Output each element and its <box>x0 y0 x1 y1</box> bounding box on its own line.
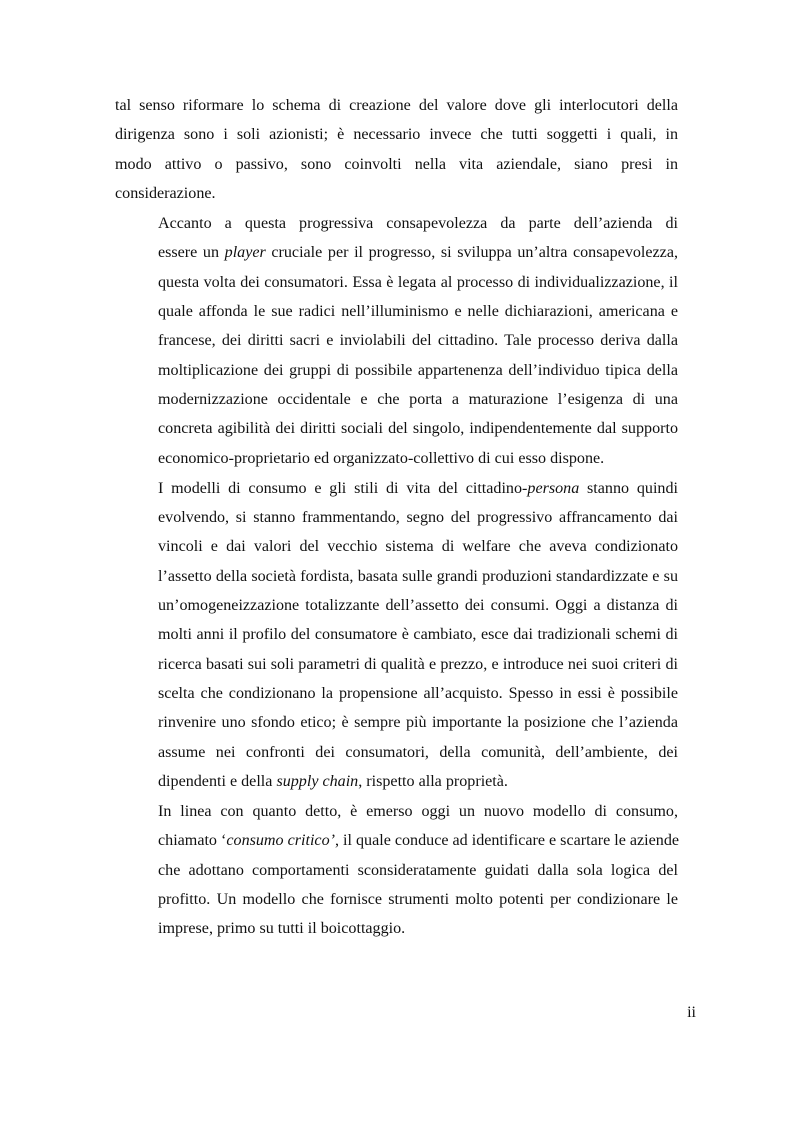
text-segment: assume nei confronti dei consumatori, della comunità, dell’ambiente, dei <box>158 743 678 761</box>
text-segment: questa volta dei consumatori. Essa è legata al processo di individualizzazione, il <box>158 273 678 291</box>
text-line <box>115 914 678 943</box>
text-line <box>115 797 678 826</box>
text-segment: modernizzazione occidentale e che porta a maturazione l’esigenza di una <box>158 390 678 408</box>
text-segment: che adottano comportamenti sconsideratamente guidati dalla sola logica del <box>158 861 678 879</box>
text-segment: stanno quindi <box>579 479 678 497</box>
text-line <box>115 238 678 267</box>
text-segment: quale affonda le sue radici nell’illuminismo e nelle dichiarazioni, americana e <box>158 303 678 321</box>
italic-term: persona <box>527 479 580 497</box>
text-segment: , il quale conduce ad identificare e scartare le aziende <box>334 832 680 850</box>
text-segment: imprese, primo su tutti il boicottaggio. <box>158 920 406 938</box>
text-line <box>115 650 678 679</box>
text-line <box>115 885 678 914</box>
text-line <box>115 708 678 737</box>
text-line <box>115 120 678 149</box>
text-line <box>115 268 678 297</box>
text-segment: molti anni il profilo del consumatore è cambiato, esce dai tradizionali schemi di <box>158 626 678 644</box>
text-line <box>115 503 678 532</box>
italic-term: supply chain <box>276 772 359 790</box>
text-line <box>115 620 678 649</box>
text-line <box>115 738 678 767</box>
text-line <box>115 826 678 855</box>
text-segment: Accanto a questa progressiva consapevolezza da parte dell’azienda di <box>158 215 678 233</box>
text-line <box>115 150 678 179</box>
text-line <box>115 385 678 414</box>
paragraph <box>115 474 678 796</box>
page-number: ii <box>687 1004 696 1021</box>
text-line <box>115 856 678 885</box>
text-segment: un’omogeneizzazione totalizzante dell’assetto dei consumi. Oggi a distanza di <box>158 597 678 615</box>
text-line <box>115 209 678 238</box>
text-line <box>115 444 678 473</box>
text-line <box>115 179 678 208</box>
text-line <box>115 326 678 355</box>
text-line <box>115 414 678 443</box>
paragraph <box>115 209 678 473</box>
text-segment: , rispetto alla proprietà. <box>358 772 508 790</box>
document-body <box>115 91 678 944</box>
text-line <box>115 679 678 708</box>
text-segment: moltiplicazione dei gruppi di possibile appartenenza dell’individuo tipica della <box>158 361 678 379</box>
text-line <box>115 91 678 120</box>
text-line <box>115 474 678 503</box>
text-line <box>115 356 678 385</box>
italic-term: consumo critico’ <box>226 832 335 850</box>
text-line <box>115 297 678 326</box>
text-segment: I modelli di consumo e gli stili di vita del cittadino- <box>158 479 528 497</box>
text-line <box>115 532 678 561</box>
text-segment: vincoli e dai valori del vecchio sistema di welfare che aveva condizionato <box>158 538 678 556</box>
text-segment: dipendenti e della <box>158 772 277 790</box>
paragraph <box>115 91 678 208</box>
text-segment: rinvenire uno sfondo etico; è sempre più importante la posizione che l’azienda <box>158 714 678 732</box>
italic-term: player <box>224 244 266 262</box>
text-segment: concreta agibilità dei diritti sociali del singolo, indipendentemente dal supporto <box>158 420 678 438</box>
text-segment: essere un <box>158 244 225 262</box>
text-segment: considerazione. <box>115 184 216 202</box>
text-segment: In linea con quanto detto, è emerso oggi un nuovo modello di consumo, <box>158 803 678 821</box>
text-segment: evolvendo, si stanno frammentando, segno del progressivo affrancamento dai <box>158 509 678 527</box>
text-line <box>115 591 678 620</box>
text-segment: tal senso riformare lo schema di creazione del valore dove gli interlocutori della <box>115 97 678 114</box>
text-segment: francese, dei diritti sacri e inviolabili del cittadino. Tale processo deriva dalla <box>158 332 678 350</box>
text-segment: ricerca basati sui soli parametri di qualità e prezzo, e introduce nei suoi criteri di <box>158 655 678 673</box>
text-segment: chiamato ‘ <box>158 832 227 850</box>
text-segment: profitto. Un modello che fornisce strumenti molto potenti per condizionare le <box>158 891 678 909</box>
paragraph <box>115 797 678 943</box>
text-segment: cruciale per il progresso, si sviluppa un’altra consapevolezza, <box>265 244 678 262</box>
text-segment: dirigenza sono i soli azionisti; è necessario invece che tutti soggetti i quali, in <box>115 126 678 144</box>
text-line <box>115 767 678 796</box>
text-line <box>115 562 678 591</box>
text-segment: modo attivo o passivo, sono coinvolti nella vita aziendale, siano presi in <box>115 155 678 173</box>
text-segment: economico-proprietario ed organizzato-collettivo di cui esso dispone. <box>158 449 605 467</box>
text-segment: scelta che condizionano la propensione all’acquisto. Spesso in essi è possibile <box>158 684 678 702</box>
text-segment: l’assetto della società fordista, basata sulle grandi produzioni standardizzate e su <box>158 567 678 585</box>
